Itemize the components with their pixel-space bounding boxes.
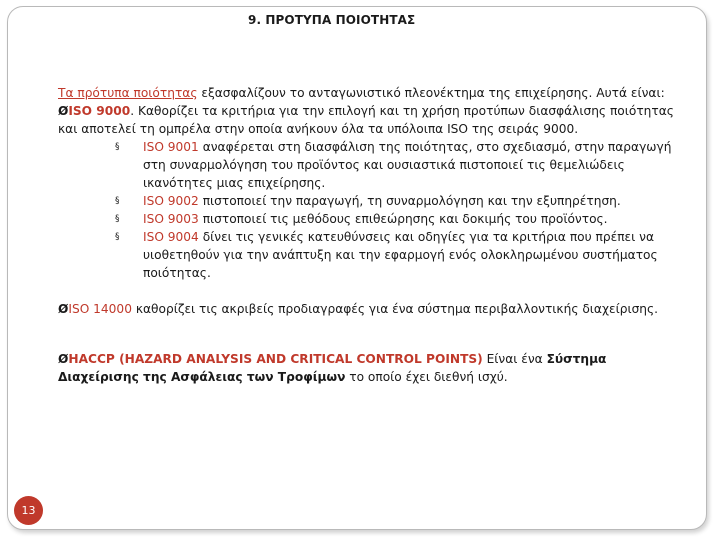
haccp-mid: Είναι ένα xyxy=(482,352,547,366)
haccp-code: HACCP (HAZARD ANALYSIS AND CRITICAL CONTROL POINTS) xyxy=(68,352,483,366)
sub-item-iso9002 xyxy=(58,192,683,210)
square-bullet-icon: § xyxy=(115,196,120,206)
slide-content xyxy=(58,84,683,386)
sub-item-text: πιστοποιεί τις μεθόδους επιθεώρησης και δοκιμής του προϊόντος. xyxy=(198,212,608,226)
arrow-bullet-icon: Ø xyxy=(58,104,69,118)
arrow-bullet-icon: Ø xyxy=(58,352,69,366)
haccp-end: το οποίο έχει διεθνή ισχύ. xyxy=(345,370,508,384)
intro-lead: Τα πρότυπα ποιότητας xyxy=(58,86,198,100)
sub-item-iso9003 xyxy=(58,210,683,228)
square-bullet-icon: § xyxy=(115,214,120,224)
spacer xyxy=(58,282,683,300)
sub-item-text: δίνει τις γενικές κατευθύνσεις και οδηγίες για τα κριτήρια που πρέπει να υιοθετηθούν για την ανάπτυξη και την εφαρμογή ενός ολοκληρωμένου συστήματος ποιότητας. xyxy=(143,230,658,280)
square-bullet-icon: § xyxy=(115,142,120,152)
iso9000-paragraph xyxy=(58,102,683,138)
sub-item-code: ISO 9004 xyxy=(143,230,199,244)
spacer xyxy=(58,318,683,350)
iso9000-code: ISO 9000 xyxy=(68,104,131,118)
iso14000-text: καθορίζει τις ακριβείς προδιαγραφές για ένα σύστημα περιβαλλοντικής διαχείρισης. xyxy=(131,302,659,316)
sub-item-code: ISO 9001 xyxy=(143,140,199,154)
sub-item-code: ISO 9002 xyxy=(143,194,199,208)
iso14000-code: ISO 14000 xyxy=(68,302,132,316)
square-bullet-icon: § xyxy=(115,232,120,242)
sub-item-code: ISO 9003 xyxy=(143,212,199,226)
sub-item-text: πιστοποιεί την παραγωγή, τη συναρμολόγηση και την εξυπηρέτηση. xyxy=(198,194,621,208)
sub-item-iso9004 xyxy=(58,228,683,282)
sub-item-text: αναφέρεται στη διασφάλιση της ποιότητας, στο σχεδιασμό, στην παραγωγή στη συναρμολόγηση του προϊόντος και ουσιαστικά πιστοποιεί τις θεμελιώδεις ικανότητες μιας επιχείρησης. xyxy=(143,140,672,190)
haccp-paragraph xyxy=(58,350,683,386)
iso14000-paragraph xyxy=(58,300,683,318)
haccp-bold: Σύστημα Διαχείρισης της Ασφάλειας των Τροφίμων xyxy=(58,352,607,384)
slide-title: 9. ΠΡΟΤΥΠΑ ΠΟΙΟΤΗΤΑΣ xyxy=(248,13,416,27)
iso9000-text: . Καθορίζει τα κριτήρια για την επιλογή και τη χρήση προτύπων διασφάλισης ποιότητας και αποτελεί τη ομπρέλα στην οποία ανήκουν όλα τα υπόλοιπα ISO της σειράς 9000. xyxy=(58,104,674,136)
intro-paragraph xyxy=(58,84,683,102)
sub-item-iso9001 xyxy=(58,138,683,192)
intro-text: εξασφαλίζουν το ανταγωνιστικό πλεονέκτημα της επιχείρησης. Αυτά είναι: xyxy=(197,86,665,100)
arrow-bullet-icon: Ø xyxy=(58,302,69,316)
page-number-badge: 13 xyxy=(14,496,43,525)
